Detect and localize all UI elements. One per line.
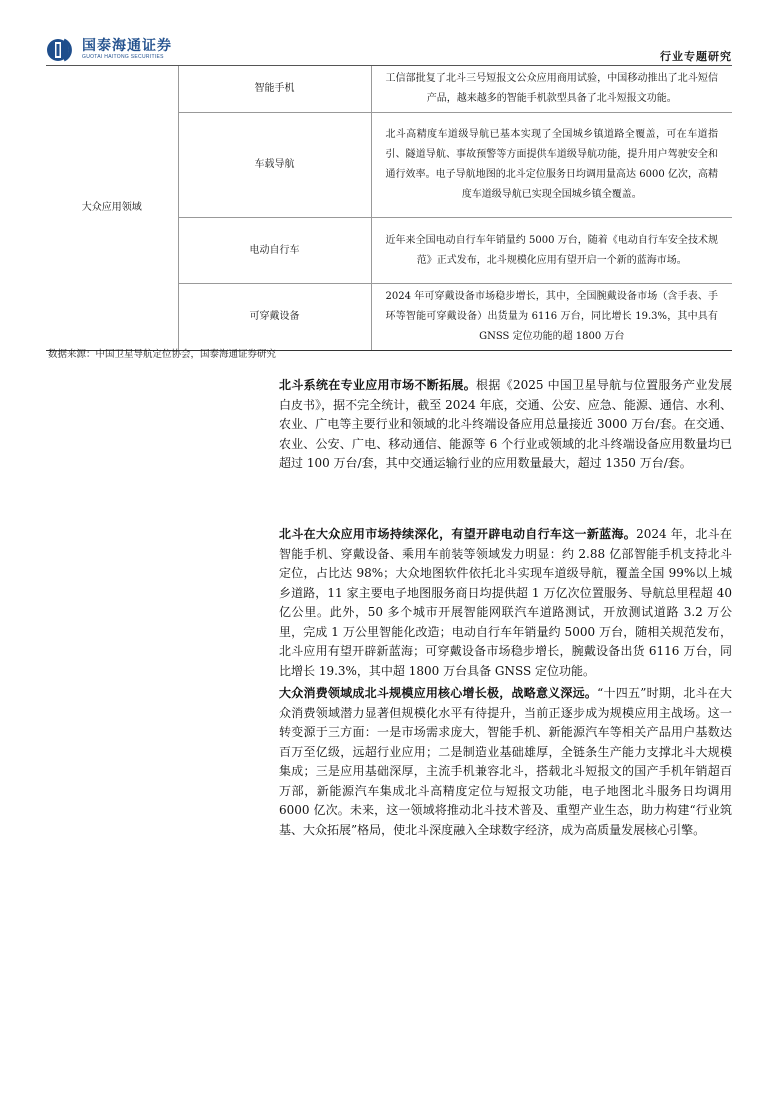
logo-chinese-name: 国泰海通证券 — [82, 38, 172, 54]
subcategory-cell: 电动自行车 — [178, 218, 371, 284]
body-paragraph — [279, 376, 732, 474]
paragraph-body: “十四五”时期，北斗在大众消费领域潜力显著但规模化水平有待提升，当前正逐步成为规模应用主战场。这一转变源于三方面：一是市场需求庞大，智能手机、新能源汽车等相关产品用户基数达百万至亿级，远超行业应用；二是制造业基础雄厚，全链条生产能力支撑北斗大规模集成；三是应用基础深厚，主流手机兼容北斗，搭载北斗短报文的国产手机年销超百万部，新能源汽车集成北斗高精度定位与短报文功能，电子地图北斗服务日均调用 6000 亿次。未来，这一领域将推动北斗技术普及、重塑产业生态，助力构建“行业筑基、大众拓展”格局，使北斗深度融入全球数字经济，成为高质量发展核心引擎。 — [279, 686, 732, 837]
logo-mark-icon — [46, 38, 76, 62]
description-cell: 工信部批复了北斗三号短报文公众应用商用试验，中国移动推出了北斗短信产品，越来越多的智能手机款型具备了北斗短报文功能。 — [371, 66, 732, 113]
table-row — [46, 66, 732, 113]
body-paragraph — [279, 684, 732, 840]
paragraph-body: 根据《2025 中国卫星导航与位置服务产业发展白皮书》，据不完全统计，截至 2024 年底，交通、公安、应急、能源、通信、水利、农业、广电等主要行业和领域的北斗终端设备应用总量接近 3000 万台/套。在交通、农业、公安、广电、移动通信、能源等 6 个行业或领域的北斗终端设备应用数量均已超过 100 万台/套，其中交通运输行业的应用数量最大，超过 1350 万台/套。 — [279, 378, 732, 470]
body-paragraph — [279, 525, 732, 681]
description-cell: 近年来全国电动自行车年销量约 5000 万台，随着《电动自行车安全技术规范》正式发布，北斗规模化应用有望开启一个新的蓝海市场。 — [371, 218, 732, 284]
page-header — [46, 38, 732, 66]
subcategory-cell: 车载导航 — [178, 113, 371, 218]
paragraph-lead: 北斗在大众应用市场持续深化，有望开辟电动自行车这一新蓝海。 — [279, 527, 637, 541]
company-logo — [46, 38, 172, 62]
data-source-note: 数据来源：中国卫星导航定位协会，国泰海通证券研究 — [48, 349, 277, 360]
application-table — [46, 66, 732, 351]
subcategory-cell: 智能手机 — [178, 66, 371, 113]
paragraph-lead: 大众消费领域成北斗规模应用核心增长极，战略意义深远。 — [279, 686, 598, 700]
logo-english-name: GUOTAI HAITONG SECURITIES — [82, 54, 164, 60]
description-cell: 北斗高精度车道级导航已基本实现了全国城乡镇道路全覆盖，可在车道指引、隧道导航、事故预警等方面提供车道级导航功能，提升用户驾驶安全和通行效率。电子导航地图的北斗定位服务日均调用量高达 6000 亿次，高精度车道级导航已实现全国城乡镇全覆盖。 — [371, 113, 732, 218]
paragraph-body: 2024 年，北斗在智能手机、穿戴设备、乘用车前装等领域发力明显：约 2.88 亿部智能手机支持北斗定位，占比达 98%；大众地图软件依托北斗实现车道级导航，覆盖全国 99%以上城乡道路，11 家主要电子地图服务商日均提供超 1 万亿次位置服务、导航总里程超 40 亿公里。此外，50 多个城市开展智能网联汽车道路测试，开放测试道路 3.2 万公里，完成 1 万公里智能化改造；电动自行车年销量约 5000 万台，随相关规范发布，北斗应用有望开辟新蓝海；可穿戴设备市场稳步增长，腕戴设备出货 6116 万台，同比增长 19.3%，其中超 1800 万台具备 GNSS 定位功能。 — [279, 527, 732, 678]
report-type-label: 行业专题研究 — [660, 50, 732, 63]
category-cell: 大众应用领域 — [46, 66, 178, 351]
subcategory-cell: 可穿戴设备 — [178, 284, 371, 351]
paragraph-lead: 北斗系统在专业应用市场不断拓展。 — [279, 378, 477, 392]
description-cell: 2024 年可穿戴设备市场稳步增长，其中，全国腕戴设备市场（含手表、手环等智能可穿戴设备）出货量为 6116 万台，同比增长 19.3%，其中具有 GNSS 定位功能的超 1800 万台 — [371, 284, 732, 351]
